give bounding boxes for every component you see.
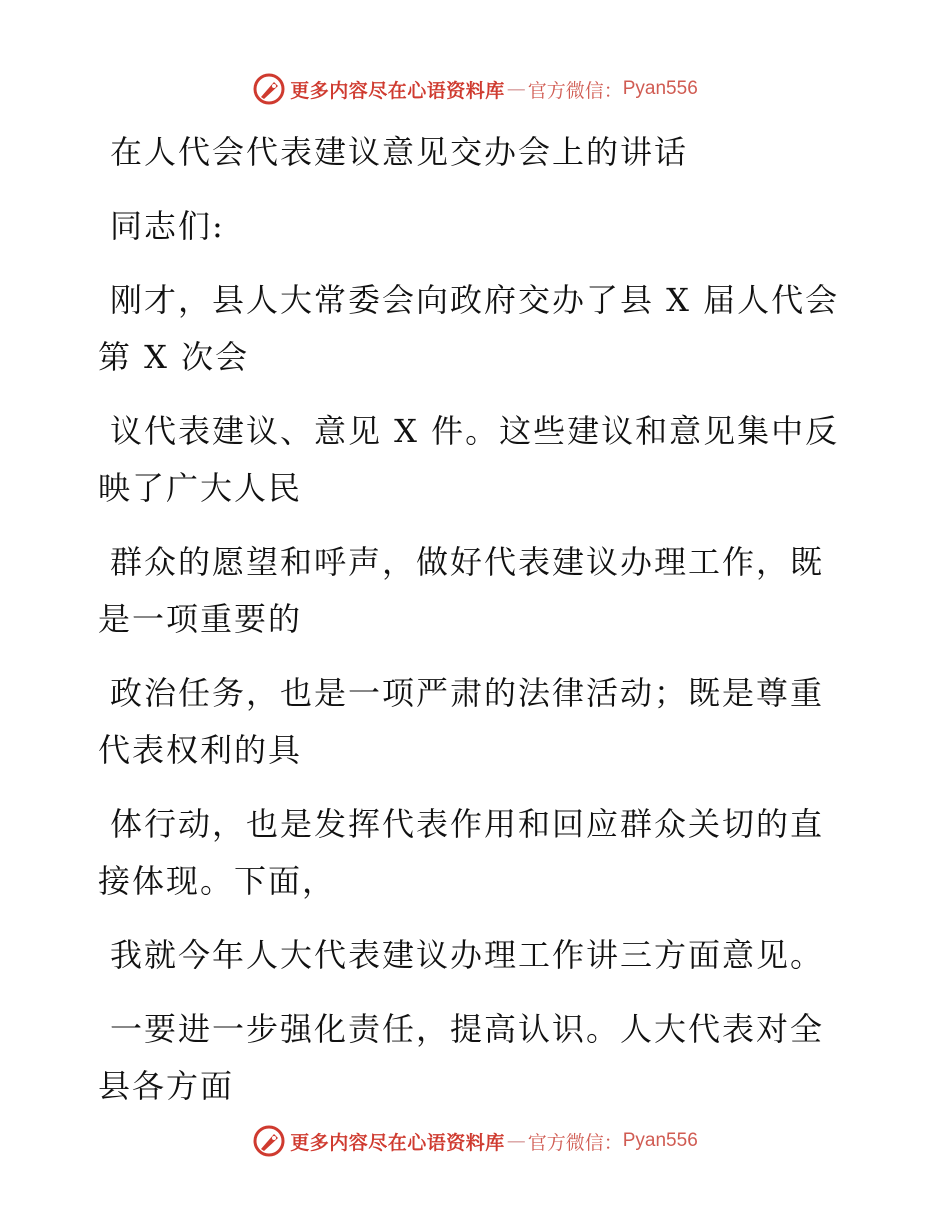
banner-text: 更多内容尽在心语资料库 xyxy=(290,79,505,102)
banner-wechat-id: Pyan556 xyxy=(622,1130,698,1151)
document-title: 在人代会代表建议意见交办会上的讲话 xyxy=(110,133,689,171)
document-body xyxy=(98,124,858,1132)
paragraph: 刚才，县人大常委会向政府交办了县 X 届人代会 第 X 次会 xyxy=(98,281,840,376)
paragraph: 一要进一步强化责任，提高认识。人大代表对全 县各方面 xyxy=(98,1010,825,1105)
greeting: 同志们: xyxy=(110,207,225,245)
paragraph: 体行动，也是发挥代表作用和回应群众关切的直 接体现。下面， xyxy=(98,805,825,900)
paragraph: 群众的愿望和呼声，做好代表建议办理工作，既 是一项重要的 xyxy=(98,543,825,638)
paragraph: 政治任务，也是一项严肃的法律活动；既是尊重 代表权利的具 xyxy=(98,674,825,769)
banner-wechat-id: Pyan556 xyxy=(622,78,698,99)
banner-wechat-label: 官方微信： xyxy=(527,79,623,102)
pen-nib-circle-icon xyxy=(252,1124,286,1158)
pen-nib-circle-icon xyxy=(252,72,286,106)
paragraph: 我就今年人大代表建议办理工作讲三方面意见。 xyxy=(110,936,825,974)
paragraph: 议代表建议、意见 X 件。这些建议和意见集中反 映了广大人民 xyxy=(98,412,840,507)
banner-wechat-label: 官方微信： xyxy=(527,1131,623,1154)
banner-text: 更多内容尽在心语资料库 xyxy=(290,1131,505,1154)
header-watermark-banner xyxy=(0,72,950,106)
footer-watermark-banner xyxy=(0,1124,950,1158)
banner-dash: — xyxy=(506,78,526,100)
banner-dash: — xyxy=(506,1130,526,1152)
